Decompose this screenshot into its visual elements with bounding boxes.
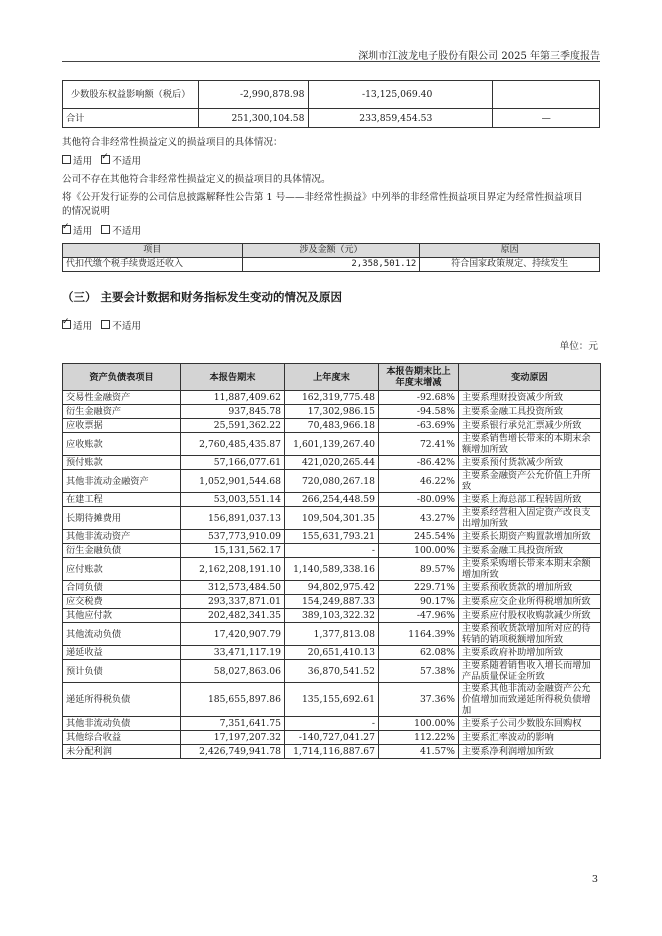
table-cell-reason: 主要系金融资产公允价值上升所致 (459, 470, 601, 493)
table-cell-change: 46.22% (379, 470, 459, 493)
table-cell-item: 未分配利润 (63, 745, 181, 759)
table-header-cell: 涉及金额（元） (242, 244, 420, 258)
checkbox-label: 适用 (73, 226, 93, 237)
table-header-cell: 本报告期末比上年度末增减 (379, 364, 459, 391)
table-cell-current: 2,760,485,435.87 (181, 433, 285, 456)
table-cell-change: 100.00% (379, 717, 459, 731)
checkbox-row-2 (62, 225, 141, 238)
table-cell-change: 62.08% (379, 646, 459, 660)
table-cell-current: 11,887,409.62 (181, 391, 285, 405)
table-cell-prior: 266,254,448.59 (285, 493, 379, 507)
section-title: （三） 主要会计数据和财务指标发生变动的情况及原因 (62, 290, 343, 304)
checkbox-label: 不适用 (112, 156, 142, 167)
table-cell-change: -47.96% (379, 609, 459, 623)
checkbox-label: 适用 (73, 156, 93, 167)
checkbox-na-checked[interactable] (101, 155, 110, 164)
table-cell-reason: 主要系经营租入固定资产改良支出增加所致 (459, 507, 601, 530)
table-cell-change: -80.09% (379, 493, 459, 507)
table-cell-current: 53,003,551.14 (181, 493, 285, 507)
table-cell-prior: 421,020,265.44 (285, 456, 379, 470)
table-cell-item: 递延收益 (63, 646, 181, 660)
table-header-cell: 资产负债表项目 (63, 364, 181, 391)
table-cell-prior: - (285, 544, 379, 558)
table-cell-current: 293,337,871.01 (181, 595, 285, 609)
table-cell-item: 应收账款 (63, 433, 181, 456)
table-cell-reason: 主要系其他非流动金融资产公允价值增加而致递延所得税负债增加 (459, 683, 601, 717)
table-row (63, 558, 601, 581)
table-cell-current: 58,027,863.06 (181, 660, 285, 683)
table-cell-change: 72.41% (379, 433, 459, 456)
table-cell-change: 57.38% (379, 660, 459, 683)
table-row (63, 258, 600, 272)
table-cell-item: 其他流动负债 (63, 623, 181, 646)
table-cell-item: 少数股东权益影响额（税后） (63, 81, 199, 109)
table-cell-prior: 36,870,541.52 (285, 660, 379, 683)
table-cell-prior: 70,483,966.18 (285, 419, 379, 433)
table-header-cell: 上年度末 (285, 364, 379, 391)
table-cell-prior: 720,080,267.18 (285, 470, 379, 493)
table-cell-current: 2,162,208,191.10 (181, 558, 285, 581)
table-row (63, 433, 601, 456)
checkbox-na-unchecked[interactable] (101, 320, 110, 329)
table-cell-item: 代扣代缴个税手续费返还收入 (63, 258, 243, 272)
table-cell-item: 衍生金融资产 (63, 405, 181, 419)
table-cell-prior: 154,249,887.33 (285, 595, 379, 609)
table-cell-prior: 162,319,775.48 (285, 391, 379, 405)
table-cell-item: 在建工程 (63, 493, 181, 507)
table-cell-reason: 符合国家政策规定、持续发生 (420, 258, 600, 272)
table-row (63, 456, 601, 470)
report-header-title: 深圳市江波龙电子股份有限公司 2025 年第三季度报告 (358, 51, 600, 62)
checkbox-row-1 (62, 155, 141, 168)
table-cell-prior: 135,155,692.61 (285, 683, 379, 717)
checkbox-applicable-checked[interactable] (62, 320, 71, 329)
table-cell-prior: -140,727,041.27 (285, 731, 379, 745)
table-header-row (63, 364, 601, 391)
checkbox-na-unchecked[interactable] (101, 225, 110, 234)
non-recurring-items-table-tail (62, 80, 600, 128)
table-cell-item: 其他非流动金融资产 (63, 470, 181, 493)
table-cell-note (493, 81, 600, 109)
table-row (63, 493, 601, 507)
table-row (63, 646, 601, 660)
table-cell-reason: 主要系长期资产购置款增加所致 (459, 530, 601, 544)
table-cell-current: 17,197,207.32 (181, 731, 285, 745)
table-cell-item: 预计负债 (63, 660, 181, 683)
table-cell-reason: 主要系汇率波动的影响 (459, 731, 601, 745)
table-cell-prior: 20,651,410.13 (285, 646, 379, 660)
other-items-title: 其他符合非经常性损益定义的损益项目的具体情况： (62, 137, 283, 148)
table-cell-current: 1,052,901,544.68 (181, 470, 285, 493)
header-divider (62, 61, 600, 62)
page-number: 3 (591, 874, 598, 885)
table-cell-item: 长期待摊费用 (63, 507, 181, 530)
table-row (63, 745, 601, 759)
table-cell-change: 89.57% (379, 558, 459, 581)
table-cell-current: 33,471,117.19 (181, 646, 285, 660)
table-cell-reason: 主要系应交企业所得税增加所致 (459, 595, 601, 609)
table-row (63, 683, 601, 717)
checkbox-applicable-unchecked[interactable] (62, 155, 71, 164)
table-cell-ytd: 233,859,454.53 (308, 109, 493, 128)
table-cell-reason: 主要系销售增长带来的本期末余额增加所致 (459, 433, 601, 456)
table-cell-reason: 主要系上海总部工程转固所致 (459, 493, 601, 507)
table-cell-reason: 主要系预收货款的增加所致 (459, 581, 601, 595)
table-cell-change: -94.58% (379, 405, 459, 419)
checkbox-row-3 (62, 320, 141, 333)
reclassified-items-table (62, 243, 600, 272)
table-cell-reason: 主要系银行承兑汇票减少所致 (459, 419, 601, 433)
table-cell-reason: 主要系采购增长带来本期末余额增加所致 (459, 558, 601, 581)
table-cell-item: 其他非流动负债 (63, 717, 181, 731)
table-cell-change: 112.22% (379, 731, 459, 745)
table-cell-current: 57,166,077.61 (181, 456, 285, 470)
table-cell-prior: 389,103,322.32 (285, 609, 379, 623)
table-cell-prior: - (285, 717, 379, 731)
table-cell-item: 应收票据 (63, 419, 181, 433)
table-cell-reason: 主要系预付货款减少所致 (459, 456, 601, 470)
table-cell-item: 其他应付款 (63, 609, 181, 623)
table-cell-item: 预付账款 (63, 456, 181, 470)
table-row (63, 419, 601, 433)
table-cell-change: -86.42% (379, 456, 459, 470)
table-cell-reason: 主要系政府补助增加所致 (459, 646, 601, 660)
table-cell-item: 应付账款 (63, 558, 181, 581)
table-cell-reason: 主要系随着销售收入增长而增加产品质量保证金所致 (459, 660, 601, 683)
table-cell-ytd: -13,125,069.40 (308, 81, 493, 109)
table-cell-prior: 155,631,793.21 (285, 530, 379, 544)
table-cell-change: 245.54% (379, 530, 459, 544)
table-cell-item: 衍生金融负债 (63, 544, 181, 558)
table-cell-reason: 主要系净利润增加所致 (459, 745, 601, 759)
table-cell-reason: 主要系子公司少数股东回购权 (459, 717, 601, 731)
table-cell-prior: 17,302,986.15 (285, 405, 379, 419)
checkbox-label: 不适用 (112, 321, 142, 332)
table-header-cell: 项目 (63, 244, 243, 258)
table-cell-change: 37.36% (379, 683, 459, 717)
table-row (63, 609, 601, 623)
no-other-items-text: 公司不存在其他符合非经常性损益定义的损益项目的具体情况。 (62, 174, 331, 185)
table-cell-current: 25,591,362.22 (181, 419, 285, 433)
table-row (63, 544, 601, 558)
reclass-text-line2: 的情况说明 (62, 206, 110, 217)
table-cell-item: 交易性金融资产 (63, 391, 181, 405)
table-row (63, 623, 601, 646)
table-cell-current: 185,655,897.86 (181, 683, 285, 717)
unit-label: 单位：元 (559, 341, 598, 352)
table-header-cell: 原因 (420, 244, 600, 258)
table-cell-amount: 2,358,501.12 (242, 258, 420, 272)
reclass-text-line1: 将《公开发行证券的公司信息披露解释性公告第 1 号——非经常性损益》中列举的非经常性损益项目界定为经常性损益项目 (62, 192, 583, 203)
table-cell-change: -63.69% (379, 419, 459, 433)
table-row (63, 660, 601, 683)
balance-sheet-changes-table (62, 363, 601, 759)
table-row (63, 595, 601, 609)
table-row (63, 470, 601, 493)
table-row (63, 581, 601, 595)
table-row (63, 81, 600, 109)
table-cell-item: 其他综合收益 (63, 731, 181, 745)
table-row (63, 530, 601, 544)
table-cell-current: 17,420,907.79 (181, 623, 285, 646)
table-row (63, 717, 601, 731)
table-cell-change: 90.17% (379, 595, 459, 609)
table-cell-current: 937,845.78 (181, 405, 285, 419)
table-cell-reason: 主要系预收货款增加所对应的待转销的销项税额增加所致 (459, 623, 601, 646)
table-cell-change: 1164.39% (379, 623, 459, 646)
table-cell-prior: 109,504,301.35 (285, 507, 379, 530)
checkbox-label: 适用 (73, 321, 93, 332)
table-cell-current: 156,891,037.13 (181, 507, 285, 530)
table-cell-current: 202,482,341.35 (181, 609, 285, 623)
table-cell-reason: 主要系理财投资减少所致 (459, 391, 601, 405)
table-cell-current: 251,300,104.58 (198, 109, 308, 128)
table-row (63, 405, 601, 419)
table-header-row (63, 244, 600, 258)
table-cell-current: 15,131,562.17 (181, 544, 285, 558)
table-cell-change: -92.68% (379, 391, 459, 405)
table-header-cell: 本报告期末 (181, 364, 285, 391)
table-cell-current: 312,573,484.50 (181, 581, 285, 595)
table-cell-item: 其他非流动资产 (63, 530, 181, 544)
table-cell-change: 41.57% (379, 745, 459, 759)
table-cell-current: -2,990,878.98 (198, 81, 308, 109)
table-cell-item: 应交税费 (63, 595, 181, 609)
table-cell-prior: 94,802,975.42 (285, 581, 379, 595)
table-cell-prior: 1,714,116,887.67 (285, 745, 379, 759)
table-cell-prior: 1,601,139,267.40 (285, 433, 379, 456)
table-row (63, 109, 600, 128)
table-cell-change: 229.71% (379, 581, 459, 595)
table-cell-reason: 主要系金融工具投资所致 (459, 544, 601, 558)
table-cell-change: 100.00% (379, 544, 459, 558)
table-cell-note: — (493, 109, 600, 128)
table-cell-current: 537,773,910.09 (181, 530, 285, 544)
table-cell-current: 7,351,641.75 (181, 717, 285, 731)
table-cell-item: 合同负债 (63, 581, 181, 595)
table-header-cell: 变动原因 (459, 364, 601, 391)
checkbox-label: 不适用 (112, 226, 142, 237)
table-cell-current: 2,426,749,941.78 (181, 745, 285, 759)
checkbox-applicable-checked[interactable] (62, 225, 71, 234)
table-cell-prior: 1,377,813.08 (285, 623, 379, 646)
table-cell-item: 合计 (63, 109, 199, 128)
table-cell-item: 递延所得税负债 (63, 683, 181, 717)
table-row (63, 391, 601, 405)
table-cell-reason: 主要系金融工具投资所致 (459, 405, 601, 419)
table-row (63, 507, 601, 530)
table-cell-prior: 1,140,589,338.16 (285, 558, 379, 581)
table-cell-reason: 主要系应付股权收购款减少所致 (459, 609, 601, 623)
table-cell-change: 43.27% (379, 507, 459, 530)
table-row (63, 731, 601, 745)
